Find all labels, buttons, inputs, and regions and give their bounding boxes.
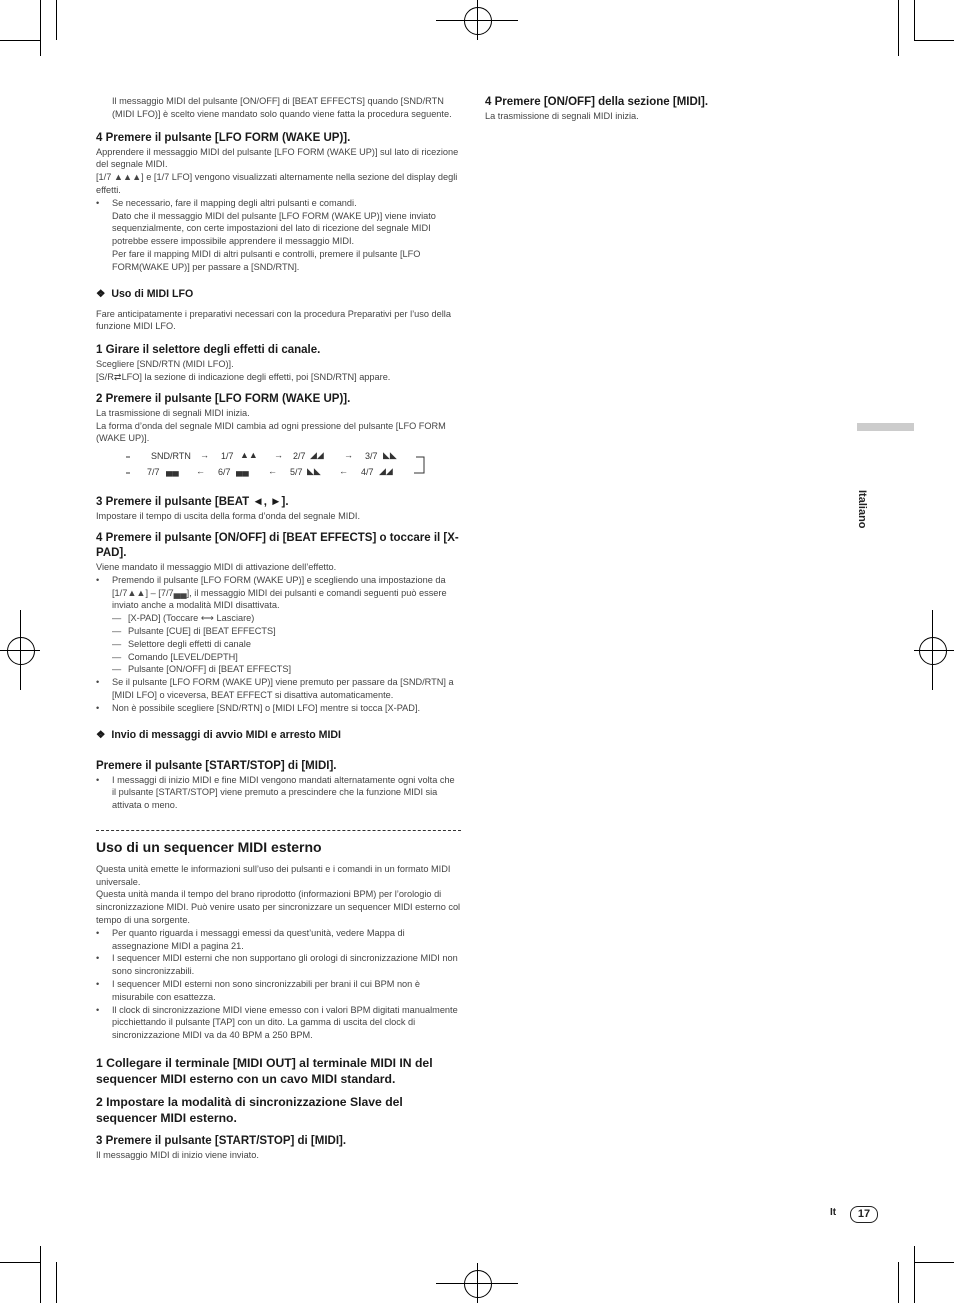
step-heading: Premere il pulsante [START/STOP] di [MIDI]. [96, 759, 337, 772]
arrow-right-icon: → [344, 450, 353, 461]
diagram-label: 5/7 [290, 467, 303, 478]
body-text: Impostare il tempo di uscita della forma d’onda del segnale MIDI. [96, 511, 361, 522]
right-column [485, 95, 850, 123]
bullet-item: • I sequencer MIDI esterni che non supportano gli orologi di sincronizzazione MIDI non sono sincronizzabili. [96, 952, 461, 978]
bullet-item: • Il clock di sincronizzazione MIDI viene emesso con i valori BPM digitati manualmente picchiettando il pulsante [TAP] con un dito. La gamma di uscita del clock di sincronizzazione MIDI va da 40 BPM a 250 BPM. [96, 1004, 461, 1042]
diagram-label: 3/7 [365, 451, 378, 462]
step-heading: 3 Premere il pulsante [START/STOP] di [MIDI]. [96, 1135, 347, 1148]
arrow-left-icon: ← [196, 466, 205, 477]
arrow-left-icon: ← [339, 466, 348, 477]
bullet-item: • Se il pulsante [LFO FORM (WAKE UP)] viene premuto per passare da [SND/RTN] a [MIDI LFO] o viceversa, BEAT EFFECT si disattiva automaticamente. [96, 676, 461, 702]
step-heading: 1 Girare il selettore degli effetti di canale. [96, 344, 321, 357]
body-text: Apprendere il messaggio MIDI del pulsante [LFO FORM (WAKE UP)] sul lato di ricezione del segnale MIDI. [96, 146, 459, 170]
registration-mark [914, 650, 954, 651]
step-heading: 3 Premere il pulsante [BEAT ◄, ►]. [96, 496, 289, 509]
section-heading: ❖ Uso di MIDI LFO [96, 287, 194, 300]
diagram-label: 6/7 [218, 467, 231, 478]
bullet-item: • Per quanto riguarda i messaggi emessi da quest’unità, vedere Mappa di assegnazione MIDI a pagina 21. [96, 927, 461, 953]
body-text: [S/R⇄LFO] la sezione di indicazione degli effetti, poi [SND/RTN] appare. [96, 371, 391, 382]
body-text: Scegliere [SND/RTN (MIDI LFO)]. [96, 359, 234, 370]
language-tab-bar [857, 423, 914, 431]
body-text: Fare anticipatamente i preparativi necessari con la procedura Preparativi per l’uso della funzione MIDI LFO. [96, 308, 451, 332]
crop-mark [898, 0, 899, 56]
waveform-icon: ◢◢ [379, 466, 393, 477]
waveform-icon: ▄▄ [236, 466, 249, 477]
diagram-label: 2/7 [293, 451, 306, 462]
body-text: Questa unità manda il tempo del brano riprodotto (informazioni BPM) per l’orologio di sincronizzazione MIDI. Può venire usato per sincronizzare un sequencer MIDI esterno col tempo di una sorgente. [96, 889, 461, 926]
dash-item: — Pulsante [CUE] di [BEAT EFFECTS] [96, 625, 461, 638]
registration-mark [477, 1263, 478, 1303]
waveform-icon: ◣◣ [307, 466, 321, 477]
registration-mark [464, 7, 492, 35]
crop-mark [0, 40, 40, 41]
body-text: La trasmissione di segnali MIDI inizia. [485, 111, 639, 121]
crop-mark [56, 0, 57, 40]
registration-mark [919, 637, 947, 665]
section-heading: ❖ Invio di messaggi di avvio MIDI e arresto MIDI [96, 728, 341, 741]
crop-mark [914, 0, 915, 40]
registration-mark [477, 0, 478, 40]
body-text: [1/7 ▲▲▲] e [1/7 LFO] vengono visualizzati alternamente nella sezione del display degli effetti. [96, 172, 458, 195]
lfo-cycle-diagram [96, 449, 461, 485]
section-title: Uso di un sequencer MIDI esterno [96, 838, 322, 855]
crop-mark [56, 1262, 57, 1303]
crop-mark [40, 1246, 41, 1303]
bullet-item: • Se necessario, fare il mapping degli altri pulsanti e comandi. [96, 197, 461, 210]
crop-mark [914, 1246, 915, 1303]
registration-mark [932, 610, 933, 690]
bullet-item: • I sequencer MIDI esterni non sono sincronizzabili per brani il cui BPM non è misurabile con esattezza. [96, 978, 461, 1004]
diagram-label: 7/7 [147, 467, 160, 478]
step-heading: 4 Premere il pulsante [ON/OFF] di [BEAT EFFECTS] o toccare il [X-PAD]. [96, 531, 459, 559]
diamond-icon: ❖ [96, 728, 112, 741]
bullet-item: • Non è possibile scegliere [SND/RTN] o [MIDI LFO] mentre si tocca [X-PAD]. [96, 702, 461, 715]
body-text: Viene mandato il messaggio MIDI di attivazione dell’effetto. [96, 561, 337, 572]
crop-mark [914, 1262, 954, 1263]
step-heading: 2 Impostare la modalità di sincronizzazione Slave del sequencer MIDI esterno. [96, 1095, 403, 1125]
crop-mark [40, 0, 41, 56]
step-heading: 2 Premere il pulsante [LFO FORM (WAKE UP)]. [96, 392, 351, 405]
body-text: Per fare il mapping MIDI di altri pulsanti e controlli, premere il pulsante [LFO FORM(WAKE UP)] per passare a [SND/RTN]. [112, 248, 421, 272]
language-tab-label: Italiano [856, 490, 868, 529]
dash-item: — Pulsante [ON/OFF] di [BEAT EFFECTS] [96, 663, 461, 676]
left-column [96, 95, 461, 1162]
waveform-icon: ▄▄ [166, 466, 179, 477]
dash-item: — [X-PAD] (Toccare ⟷ Lasciare) [96, 612, 461, 625]
body-text: Il messaggio MIDI di inizio viene inviato. [96, 1150, 259, 1161]
crop-mark [898, 1262, 899, 1303]
registration-mark [20, 610, 21, 690]
arrow-right-icon: → [200, 450, 209, 461]
step-heading: 4 Premere il pulsante [LFO FORM (WAKE UP)]. [96, 131, 351, 144]
diagram-label: SND/RTN [151, 451, 191, 462]
diagram-label: 4/7 [361, 467, 374, 478]
body-text: La forma d’onda del segnale MIDI cambia ad ogni pressione del pulsante [LFO FORM (WAKE UP)]. [96, 420, 446, 444]
body-text: Dato che il messaggio MIDI del pulsante [LFO FORM (WAKE UP)] viene inviato sequenzialmente, con certe impostazioni del lato di ricezione del segnale MIDI potrebbe essere impossibile apprendere il messaggio MIDI. [112, 210, 436, 247]
language-code: It [830, 1207, 837, 1218]
intro-note: Il messaggio MIDI del pulsante [ON/OFF] di [BEAT EFFECTS] quando [SND/RTN (MIDI LFO)] è scelto viene mandato solo quando viene fatta la procedura seguente. [112, 96, 452, 119]
crop-mark [0, 1262, 40, 1263]
waveform-icon: ◢◢ [310, 450, 324, 461]
dash-item: — Selettore degli effetti di canale [96, 638, 461, 651]
waveform-icon: ▲▲ [240, 450, 258, 461]
arrow-right-icon: → [274, 450, 283, 461]
body-text: La trasmissione di segnali MIDI inizia. [96, 407, 250, 418]
bullet-item: • Premendo il pulsante [LFO FORM (WAKE UP)] e scegliendo una impostazione da [1/7▲▲] – [7/7▄▄], il messaggio MIDI dei pulsanti e comandi seguenti può essere inviato anche a modalità MIDI disattivata. [96, 574, 461, 612]
body-text: Questa unità emette le informazioni sull’uso dei pulsanti e i comandi in un formato MIDI universale. [96, 863, 451, 887]
step-heading: 1 Collegare il terminale [MIDI OUT] al terminale MIDI IN del sequencer MIDI esterno con un cavo MIDI standard. [96, 1056, 433, 1086]
bullet-item: • I messaggi di inizio MIDI e fine MIDI vengono mandati alternatamente ogni volta che il pulsante [START/STOP] viene premuto a prescindere che la funzione MIDI sia attivata o meno. [96, 774, 461, 812]
diamond-icon: ❖ [96, 287, 112, 300]
page-number: 17 [850, 1206, 878, 1223]
arrow-left-icon: ← [268, 466, 277, 477]
diagram-label: 1/7 [221, 451, 234, 462]
dash-item: — Comando [LEVEL/DEPTH] [96, 651, 461, 664]
crop-mark [914, 40, 954, 41]
registration-mark [464, 1270, 492, 1298]
registration-mark [7, 637, 35, 665]
waveform-icon: ◣◣ [383, 450, 397, 461]
step-heading: 4 Premere [ON/OFF] della sezione [MIDI]. [485, 96, 709, 108]
